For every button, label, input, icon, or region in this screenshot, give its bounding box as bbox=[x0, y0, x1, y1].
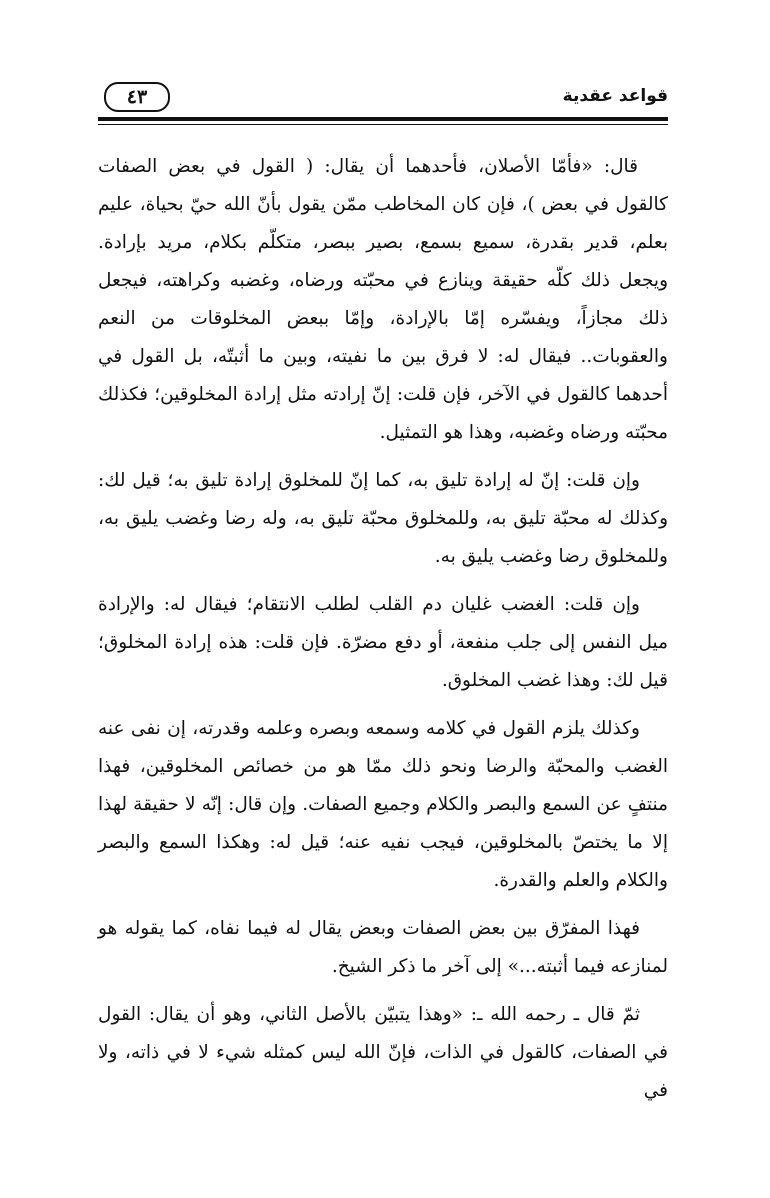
paragraph-3: وإن قلت: الغضب غليان دم القلب لطلب الانتقام؛ فيقال له: والإرادة ميل النفس إلى جلب منفعة، أو دفع مضرّة. فإن قلت: هذه إرادة المخلوق؛ قيل لك: وهذا غضب المخلوق. bbox=[98, 594, 668, 691]
page-number: ٤٣ bbox=[104, 82, 170, 112]
running-title: قواعد عقدية bbox=[562, 86, 668, 106]
paragraph-6: ثمّ قال ـ رحمه الله ـ: «وهذا يتبيّن بالأصل الثاني، وهو أن يقال: القول في الصفات، كالقول في الذات، فإنّ الله ليس كمثله شيء لا في ذاته، ولا في bbox=[98, 1004, 668, 1101]
body-text bbox=[98, 148, 668, 1120]
header-rule-thin bbox=[98, 124, 668, 125]
paragraph-1: قال: «فأمّا الأصلان، فأحدهما أن يقال: ( القول في بعض الصفات كالقول في بعض )، فإن كان المخاطب ممّن يقول بأنّ الله حيّ بحياة، عليم بعلم، قدير بقدرة، سميع بسمع، بصير ببصر، متكلّم بكلام، مريد بإرادة. ويجعل ذلك كلّه حقيقة وينازع في محبّته ورضاه، وغضبه وكراهته، فيجعل ذلك مجازاً، ويفسّره إمّا بالإرادة، وإمّا ببعض المخلوقات من النعم والعقوبات.. فيقال له: لا فرق بين ما نفيته، وبين ما أثبتّه، بل القول في أحدهما كالقول في الآخر، فإن قلت: إنّ إرادته مثل إرادة المخلوقين؛ فكذلك محبّته ورضاه وغضبه، وهذا هو التمثيل. bbox=[98, 156, 668, 443]
paragraph-4: وكذلك يلزم القول في كلامه وسمعه وبصره وعلمه وقدرته، إن نفى عنه الغضب والمحبّة والرضا ونحو ذلك ممّا هو من خصائص المخلوقين، فهذا منتفٍ عن السمع والبصر والكلام وجميع الصفات. وإن قال: إنّه لا حقيقة لهذا إلا ما يختصّ بالمخلوقين، فيجب نفيه عنه؛ قيل له: وهكذا السمع والبصر والكلام والعلم والقدرة. bbox=[98, 718, 668, 891]
paragraph-5: فهذا المفرّق بين بعض الصفات وبعض يقال له فيما نفاه، كما يقوله هو لمنازعه فيما أثبته...» إلى آخر ما ذكر الشيخ. bbox=[98, 918, 668, 977]
page-header bbox=[98, 76, 668, 120]
header-rule-thick bbox=[98, 117, 668, 121]
paragraph-2: وإن قلت: إنّ له إرادة تليق به، كما إنّ للمخلوق إرادة تليق به؛ قيل لك: وكذلك له محبّة تليق به، وللمخلوق محبّة تليق به، وله رضا وغضب يليق به، وللمخلوق رضا وغضب يليق به. bbox=[98, 470, 668, 567]
